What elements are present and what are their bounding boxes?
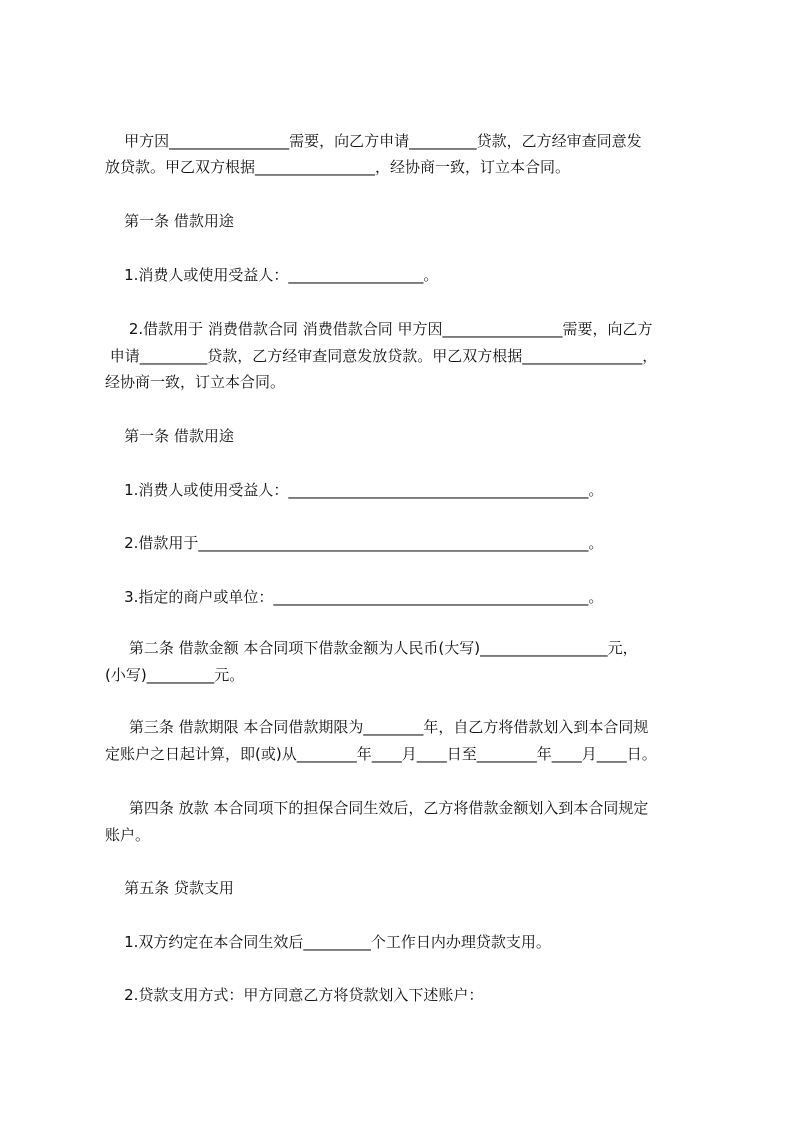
clause-1-2-line-1: 2.借款用于 消费借款合同 消费借款合同 甲方因________________需要，向乙方 [105,320,653,338]
article-2-line-2: (小写)_________元。 [105,666,245,684]
clause-1-2-line-2: 申请_________贷款，乙方经审查同意发放贷款。甲乙双方根据________________， [105,347,658,365]
article-4-line-1: 第四条 放款 本合同项下的担保合同生效后，乙方将借款金额划入到本合同规定 [105,799,649,817]
intro-line-1: 甲方因________________需要，向乙方申请_________贷款，乙方经审查同意发 [105,132,642,150]
clause-1-3: 3.指定的商户或单位：__________________________________________。 [105,588,604,606]
article-1-heading-repeat: 第一条 借款用途 [105,427,234,445]
clause-1-2-repeat: 2.借款用于____________________________________________________。 [105,534,604,552]
clause-1-2-line-3: 经协商一致，订立本合同。 [105,373,286,391]
article-1-heading: 第一条 借款用途 [105,212,234,230]
intro-line-2: 放贷款。甲乙双方根据________________，经协商一致，订立本合同。 [105,158,571,176]
article-5-heading: 第五条 贷款支用 [105,879,234,897]
article-4-line-2: 账户。 [105,826,151,844]
clause-5-2: 2.贷款支用方式：甲方同意乙方将贷款划入下述账户： [105,986,484,1004]
article-2-line-1: 第二条 借款金额 本合同项下借款金额为人民币(大写)_________________元， [105,639,638,657]
clause-1-1-repeat: 1.消费人或使用受益人：________________________________________。 [105,481,604,499]
clause-1-1: 1.消费人或使用受益人：__________________。 [105,266,439,284]
clause-5-1: 1.双方约定在本合同生效后_________个工作日内办理贷款支用。 [105,933,551,951]
article-3-line-1: 第三条 借款期限 本合同借款期限为________年，自乙方将借款划入到本合同规 [105,718,649,736]
article-3-line-2: 定账户之日起计算，即(或)从________年____月____日至________年____月____日。 [105,745,657,763]
